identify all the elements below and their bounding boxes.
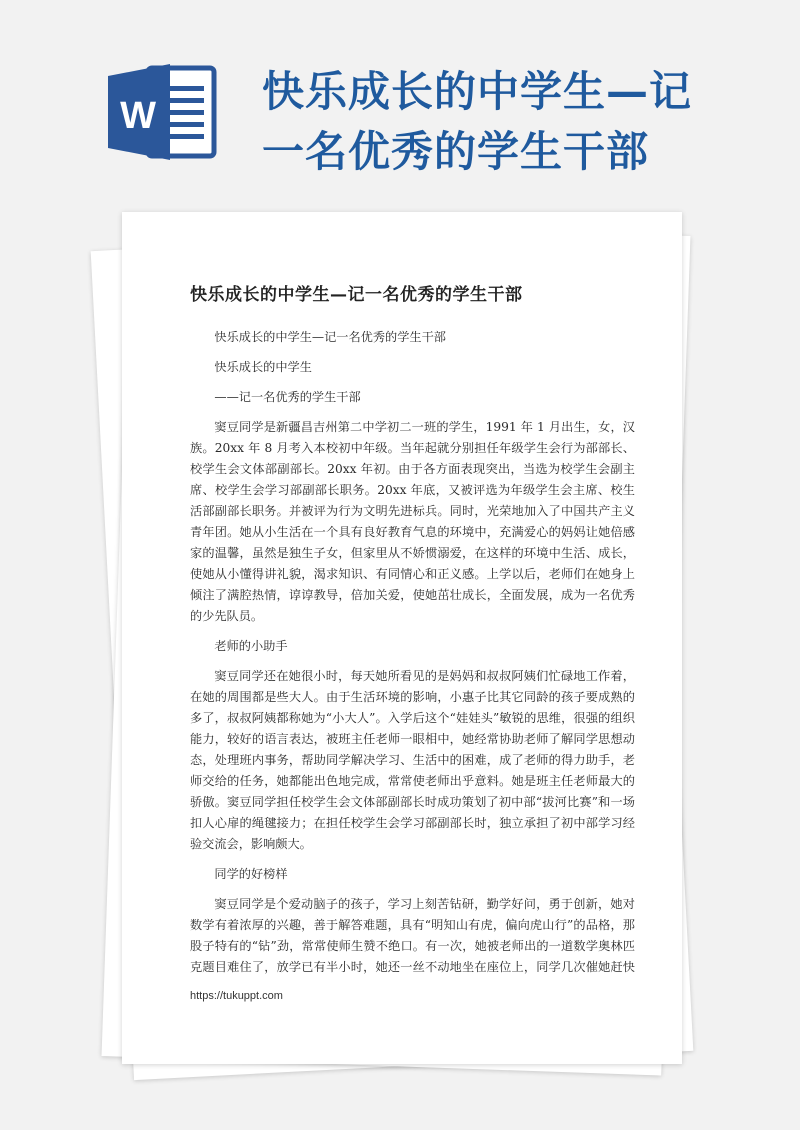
section-heading: 老师的小助手: [214, 639, 288, 653]
paragraph: 窦豆同学是新疆昌吉州第二中学初二一班的学生，1991 年 1 月出生，女，汉族。20xx 年 8 月考入本校初中年级。当年起就分别担任年级学生会行为部部长、校学生会文体部副部长。20xx 年初。由于各方面表现突出，当选为校学生会副主席、校学生会学习部副部长职务。20xx 年底，又被评选为年级学生会主席、校生活部副部长职务。并被评为行为文明先进标兵。同时，光荣地加入了中国共产主义青年团。她从小生活在一个具有良好教育气息的环境中，充满爱心的妈妈让她倍感家的温馨，虽然是独生子女，但家里从不娇惯溺爱，在这样的环境中生活、成长，使她从小懂得讲礼貌，渴求知识、有同情心和正义感。上学以后，老师们在她身上倾注了满腔热情，谆谆教导，倍加关爱，使她茁壮成长，全面发展，成为一名优秀的少先队员。: [190, 420, 635, 623]
paragraph: 窦豆同学是个爱动脑子的孩子，学习上刻苦钻研，勤学好问，勇于创新，她对数学有着浓厚的兴趣，善于解答难题，具有“明知山有虎，偏向虎山行”的品格，那股子特有的“钻”劲，常常使师生赞不绝口。有一次，她被老师出的一道数学奥林匹克题目难住了，放学已有半小时，她还一丝不动地坐在座位上，同学几次催她赶快: [190, 897, 635, 974]
banner-title-line2: 一名优秀的学生干部: [262, 127, 650, 176]
paragraph: 快乐成长的中学生: [214, 360, 312, 374]
paragraph: ——记一名优秀的学生干部: [214, 390, 361, 404]
paragraph: 窦豆同学还在她很小时，每天她所看见的是妈妈和叔叔阿姨们忙碌地工作着，在她的周围都是些大人。由于生活环境的影响，小惠子比其它同龄的孩子要成熟的多了，叔叔阿姨都称她为“小大人”。入学后这个“娃娃头”敏锐的思维，很强的组织能力，较好的语言表达，被班主任老师一眼相中，她经常协助老师了解同学思想动态，处理班内事务，帮助同学解决学习、生活中的困难，成了老师的得力助手，老师交给的任务，她都能出色地完成，常常使老师出乎意料。她是班主任老师最大的骄傲。窦豆同学担任校学生会文体部副部长时成功策划了初中部“拔河比赛”和一场扣人心扉的绳毽接力；在担任校学生会学习部副部长时，独立承担了初中部学习经验交流会，影响颇大。: [190, 669, 635, 851]
section-heading: 同学的好榜样: [214, 867, 288, 881]
footer-url: https://tukuppt.com: [190, 990, 283, 1002]
document-title: 快乐成长的中学生—记一名优秀的学生干部: [190, 285, 523, 305]
logo-letter: W: [120, 95, 156, 137]
document-content: [190, 280, 635, 975]
banner-title-line1: 快乐成长的中学生—记: [262, 67, 693, 116]
paragraph: 快乐成长的中学生—记一名优秀的学生干部: [214, 330, 446, 344]
